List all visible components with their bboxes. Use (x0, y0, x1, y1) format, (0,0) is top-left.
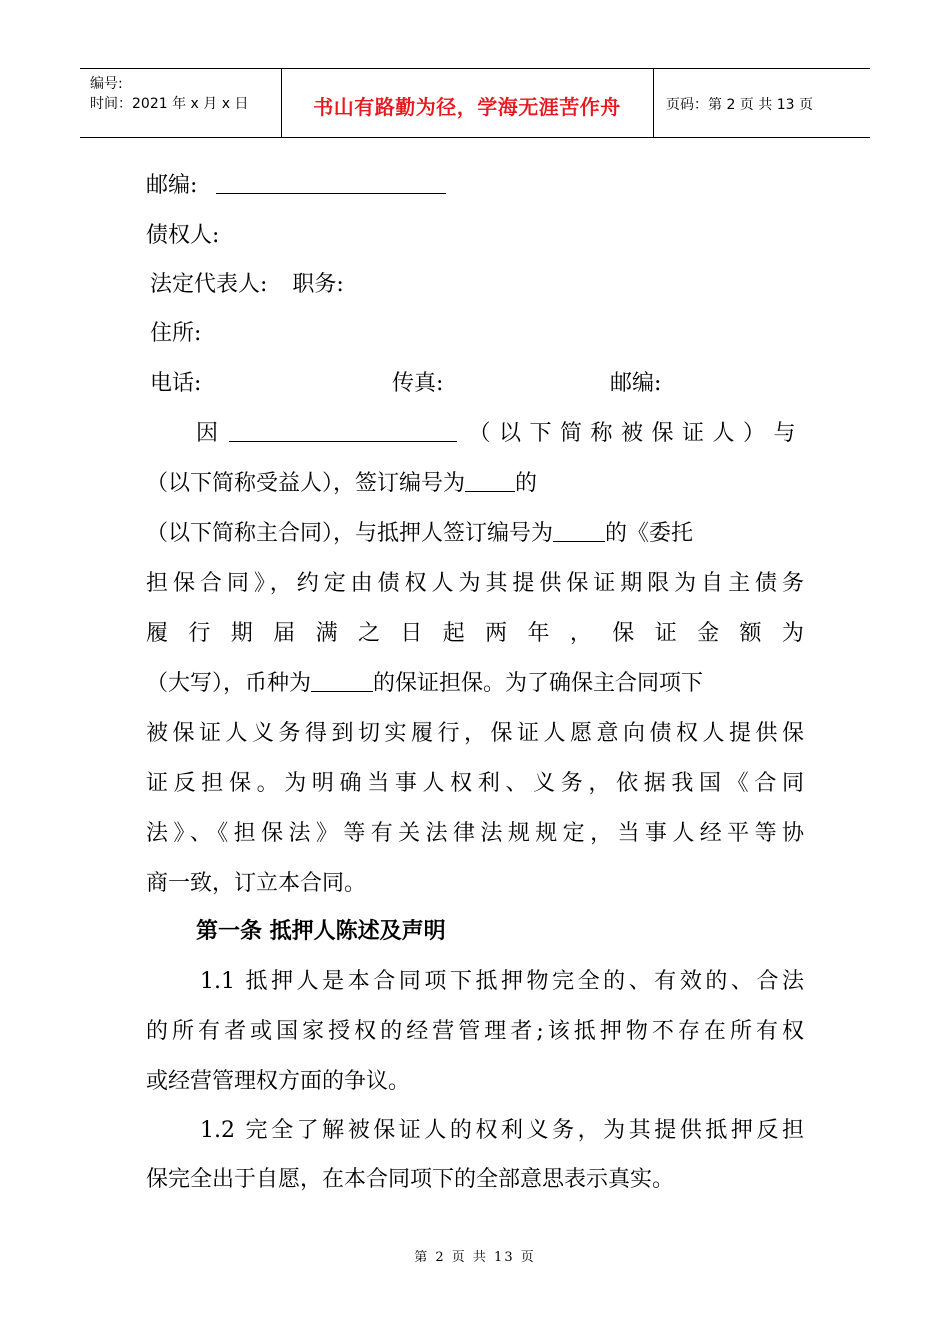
p1-blank-number1 (465, 469, 515, 492)
p1-blank-number2 (553, 519, 605, 542)
address-label: 住所: (150, 321, 202, 346)
p1-l5-char: 期 (230, 621, 253, 646)
p1-l5-char: 日 (400, 621, 423, 646)
header-page-info: 页码：第 2 页 共 13 页 (666, 97, 813, 113)
p1-l5-char: 之 (357, 621, 380, 646)
paragraph1-line5 (146, 619, 804, 649)
page-footer: 第 2 页 共 13 页 (414, 1250, 536, 1265)
phone-label: 电话: (150, 371, 202, 396)
paragraph1-line1 (196, 419, 804, 449)
p1-l5-char: 额 (739, 621, 762, 646)
postcode-line (146, 171, 446, 201)
clause-1-2-line1: 1.2 完全了解被保证人的权利义务，为其提供抵押反担 (200, 1118, 804, 1143)
p1-l6-text-a: （大写），币种为 (146, 671, 312, 696)
legal-rep-line (150, 270, 344, 300)
p1-l5-char: 履 (146, 621, 169, 646)
postcode-label: 邮编: (146, 173, 198, 198)
document-code-label: 编号: (90, 76, 123, 92)
paragraph1-line2 (146, 469, 537, 499)
p1-l5-char: ， (569, 621, 592, 646)
header-motto: 书山有路勤为径，学海无涯苦作舟 (313, 95, 621, 119)
paragraph1-line9: 法》、《担保法》等有关法律法规规定，当事人经平等协 (146, 821, 804, 846)
p1-l1-text-a: 因 (196, 421, 219, 446)
p1-l5-char: 证 (654, 621, 677, 646)
p1-l5-char: 届 (273, 621, 296, 646)
position-label: 职务: (292, 272, 344, 297)
article1-title: 第一条 抵押人陈述及声明 (196, 919, 446, 944)
fax-label: 传真: (392, 371, 444, 396)
clause-1-1-line3: 或经营管理权方面的争议。 (146, 1069, 411, 1094)
p1-l2-text-b: 的 (515, 471, 538, 496)
header-left-cell (80, 69, 282, 137)
header-center-cell (281, 69, 654, 137)
p1-blank-party (229, 419, 457, 442)
p1-l5-char: 两 (485, 621, 508, 646)
p1-l5-char: 满 (315, 621, 338, 646)
postcode2-label: 邮编: (610, 371, 662, 396)
p1-l2-text-a: （以下简称受益人），签订编号为 (146, 471, 466, 496)
p1-l5-char: 年 (527, 621, 550, 646)
p1-l5-char: 为 (781, 621, 804, 646)
document-date-label: 时间：2021 年 x 月 x 日 (90, 96, 249, 112)
paragraph1-line8: 证反担保。为明确当事人权利、义务，依据我国《合同 (146, 771, 804, 796)
document-header (80, 68, 870, 138)
clause-1-1-line1: 1.1 抵押人是本合同项下抵押物完全的、有效的、合法 (200, 969, 804, 994)
paragraph1-line3 (146, 519, 693, 549)
p1-l5-char: 起 (442, 621, 465, 646)
p1-l3-text-a: （以下简称主合同），与抵押人签订编号为 (146, 521, 554, 546)
p1-l5-char: 金 (697, 621, 720, 646)
p1-l5-char: 保 (612, 621, 635, 646)
p1-l6-text-b: 的保证担保。为了确保主合同项下 (373, 671, 704, 696)
creditor-label: 债权人: (146, 223, 220, 248)
paragraph1-line10: 商一致，订立本合同。 (146, 871, 367, 896)
p1-l5-char: 行 (188, 621, 211, 646)
paragraph1-line7: 被保证人义务得到切实履行，保证人愿意向债权人提供保 (146, 721, 804, 746)
header-right-cell (654, 69, 870, 137)
p1-l3-text-b: 的《委托 (605, 521, 694, 546)
paragraph1-line6 (146, 669, 703, 699)
clause-1-2-line2: 保完全出于自愿，在本合同项下的全部意思表示真实。 (146, 1167, 675, 1192)
clause-1-1-line2: 的所有者或国家授权的经营管理者;该抵押物不存在所有权 (146, 1019, 804, 1044)
legal-rep-label: 法定代表人: (150, 272, 268, 297)
p1-blank-currency (311, 669, 373, 692)
p1-l1-text-b: （以下简称被保证人）与 (468, 421, 804, 446)
paragraph1-line4: 担保合同》，约定由债权人为其提供保证期限为自主债务 (146, 571, 804, 596)
postcode-blank (216, 171, 446, 194)
